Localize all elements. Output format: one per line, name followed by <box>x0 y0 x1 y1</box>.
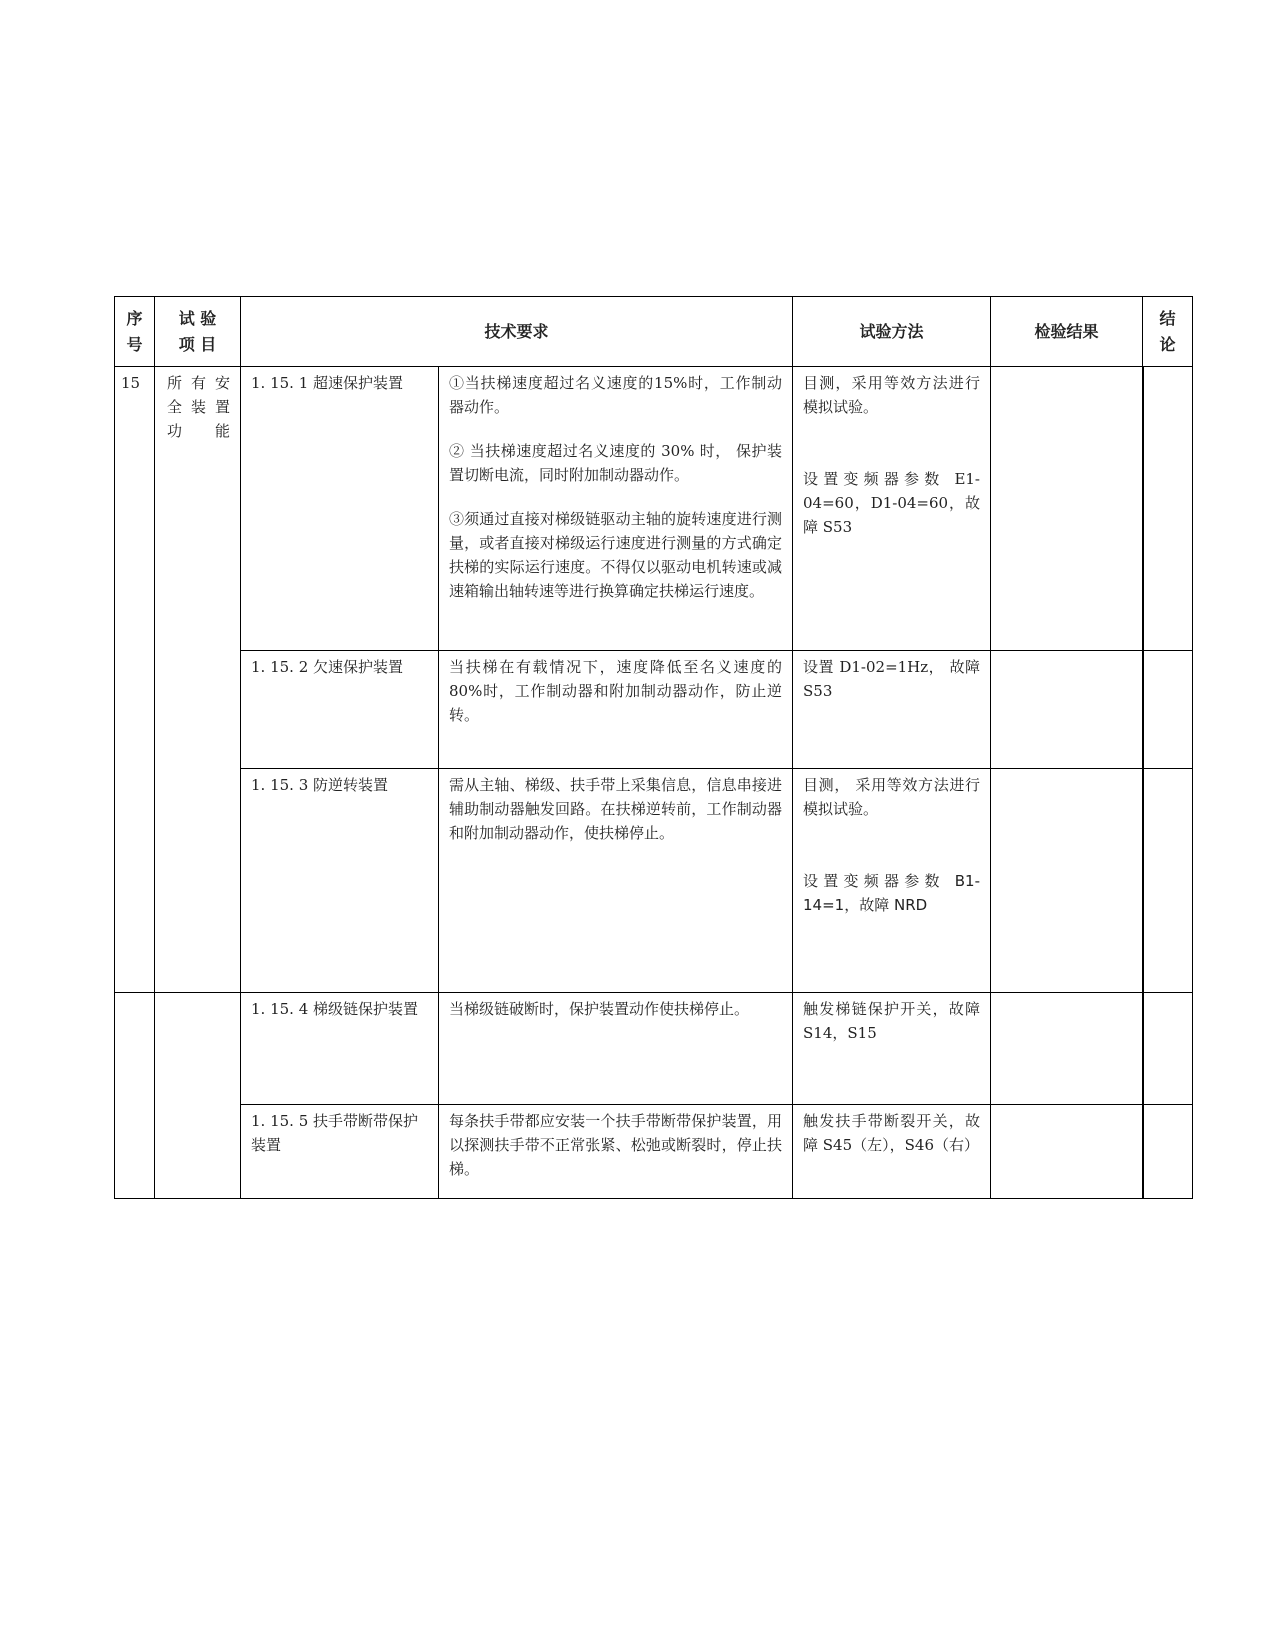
requirement-cell: 每条扶手带都应安装一个扶手带断带保护装置，用以探测扶手带不正常张紧、松弛或断裂时，停止扶梯。 <box>439 1105 793 1199</box>
table-row <box>115 993 1193 1105</box>
result-cell[interactable] <box>991 993 1143 1105</box>
seq-cell-empty <box>115 993 155 1199</box>
result-cell[interactable] <box>991 367 1143 651</box>
sub-item-name: 1. 15. 1 超速保护装置 <box>241 367 439 651</box>
sub-item-name: 1. 15. 3 防逆转装置 <box>241 769 439 993</box>
requirement-cell: 当扶梯在有载情况下，速度降低至名义速度的80%时，工作制动器和附加制动器动作，防止逆转。 <box>439 651 793 769</box>
header-item: 试 验 项 目 <box>155 297 241 367</box>
conclusion-cell[interactable] <box>1143 993 1193 1105</box>
sub-item-name: 1. 15. 4 梯级链保护装置 <box>241 993 439 1105</box>
table-row <box>115 1105 1193 1199</box>
header-requirement: 技术要求 <box>241 297 793 367</box>
inspection-table <box>114 296 1193 1199</box>
method-cell: 触发扶手带断裂开关，故障 S45（左），S46（右） <box>793 1105 991 1199</box>
header-result: 检验结果 <box>991 297 1143 367</box>
result-cell[interactable] <box>991 651 1143 769</box>
method-cell: 目测，采用等效方法进行模拟试验。 设置变频器参数 E1-04=60，D1-04=60，故障 S53 <box>793 367 991 651</box>
item-cell: 所 有 安 全 装 置 功 能 <box>155 367 241 993</box>
sub-item-name: 1. 15. 5 扶手带断带保护装置 <box>241 1105 439 1199</box>
header-seq: 序 号 <box>115 297 155 367</box>
header-method: 试验方法 <box>793 297 991 367</box>
conclusion-cell[interactable] <box>1143 1105 1193 1199</box>
sub-item-name: 1. 15. 2 欠速保护装置 <box>241 651 439 769</box>
header-row <box>115 297 1193 367</box>
method-cell: 目测， 采用等效方法进行模拟试验。 设置变频器参数 B1-14=1，故障 NRD <box>793 769 991 993</box>
header-conclusion: 结 论 <box>1143 297 1193 367</box>
conclusion-cell[interactable] <box>1143 769 1193 993</box>
result-cell[interactable] <box>991 1105 1143 1199</box>
table-row <box>115 367 1193 651</box>
seq-cell: 15 <box>115 367 155 993</box>
result-cell[interactable] <box>991 769 1143 993</box>
requirement-cell: 需从主轴、梯级、扶手带上采集信息，信息串接进辅助制动器触发回路。在扶梯逆转前，工作制动器和附加制动器动作，使扶梯停止。 <box>439 769 793 993</box>
table-row <box>115 769 1193 993</box>
requirement-cell: ①当扶梯速度超过名义速度的15%时，工作制动器动作。 ② 当扶梯速度超过名义速度的 30% 时， 保护装置切断电流，同时附加制动器动作。 ③须通过直接对梯级链驱动主轴的旋转速度进行测量，或者直接对梯级运行速度进行测量的方式确定扶梯的实际运行速度。不得仅以驱动电机转速或减速箱输出轴转速等进行换算确定扶梯运行速度。 <box>439 367 793 651</box>
table-row <box>115 651 1193 769</box>
conclusion-cell[interactable] <box>1143 367 1193 651</box>
item-cell-empty <box>155 993 241 1199</box>
method-cell: 设置 D1-02=1Hz， 故障 S53 <box>793 651 991 769</box>
conclusion-cell[interactable] <box>1143 651 1193 769</box>
requirement-cell: 当梯级链破断时，保护装置动作使扶梯停止。 <box>439 993 793 1105</box>
method-cell: 触发梯链保护开关，故障 S14，S15 <box>793 993 991 1105</box>
